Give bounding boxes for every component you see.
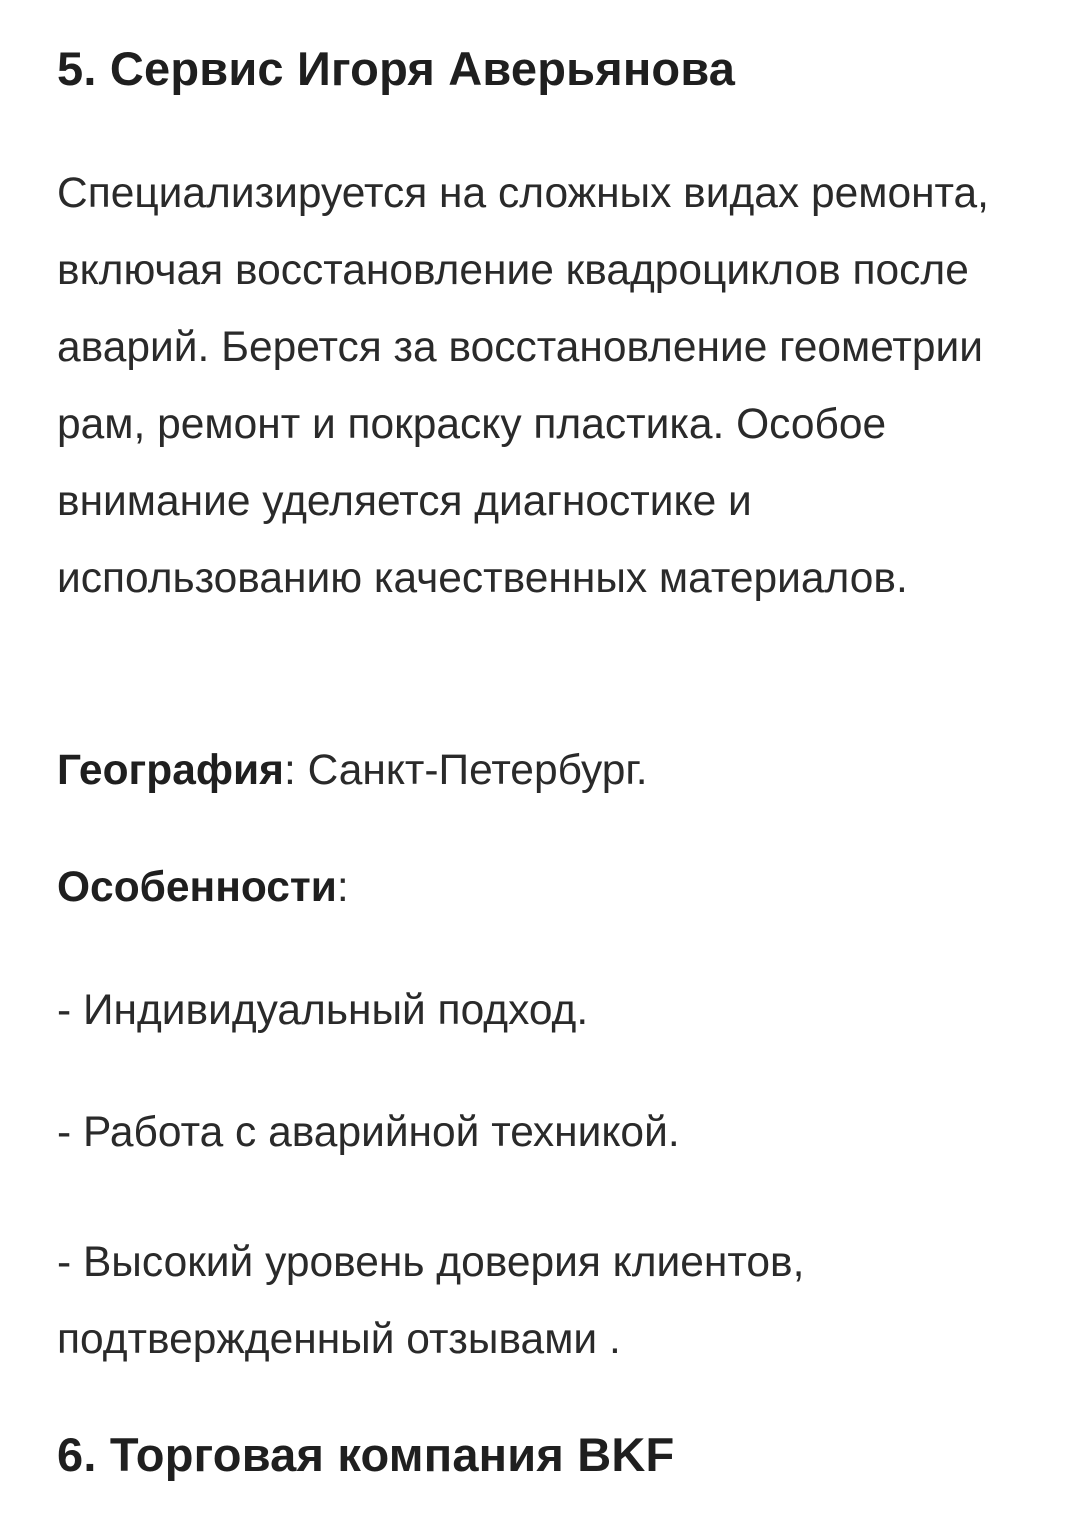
features-heading: [57, 862, 349, 913]
section-heading: 5. Сервис Игоря Аверьянова: [57, 42, 736, 95]
features-label: Особенности: [57, 864, 337, 911]
section-heading: 6. Торговая компания BKF: [57, 1428, 675, 1481]
features-separator: :: [336, 864, 349, 911]
section-description: Специализируется на сложных видах ремонта, включая восстановление квадроциклов после аварий. Берется за восстановление геометрии рам, ремонт и покраску пластика. Особое внимание уделяется диагностике и использованию качественных материалов.: [57, 170, 989, 602]
geography-label: География: [57, 747, 284, 794]
geography-value: Санкт-Петербург.: [307, 747, 648, 794]
geography-line: [57, 745, 648, 796]
feature-item: - Работа с аварийной техникой.: [57, 1109, 680, 1156]
feature-item: - Индивидуальный подход.: [57, 987, 589, 1034]
feature-item: - Высокий уровень доверия клиентов, подтвержденный отзывами .: [57, 1239, 805, 1363]
geography-separator: :: [283, 747, 308, 794]
